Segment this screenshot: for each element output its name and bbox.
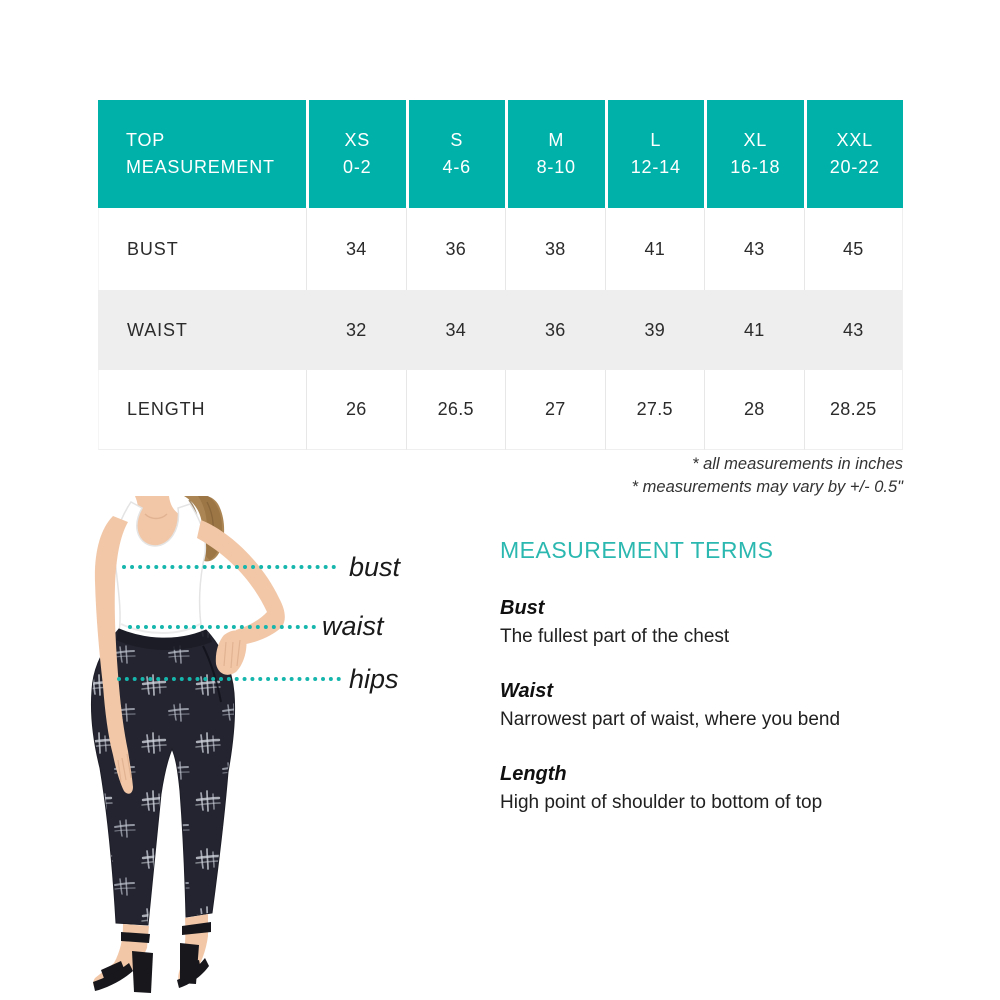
cell-bust-s: 36 bbox=[406, 208, 506, 290]
term-def-bust: The fullest part of the chest bbox=[500, 626, 730, 647]
bust-label: bust bbox=[349, 552, 401, 582]
header-cell-top-measurement bbox=[98, 100, 306, 208]
cell-waist-l: 39 bbox=[605, 290, 705, 370]
header-cell-xxl: XXL 20-22 bbox=[804, 100, 904, 208]
bust-dotted-line bbox=[122, 565, 336, 569]
cell-bust-xl: 43 bbox=[704, 208, 804, 290]
cell-waist-xxl: 43 bbox=[804, 290, 904, 370]
sandals bbox=[93, 922, 211, 993]
measurement-terms-section bbox=[500, 537, 930, 846]
table-row-waist bbox=[98, 290, 903, 370]
term-name-waist: Waist bbox=[500, 680, 553, 702]
header-line-measurement: MEASUREMENT bbox=[126, 157, 275, 177]
waist-dotted-line bbox=[128, 625, 316, 629]
note-variance: * measurements may vary by +/- 0.5" bbox=[631, 478, 903, 496]
cell-bust-m: 38 bbox=[505, 208, 605, 290]
hips-label: hips bbox=[349, 664, 399, 694]
cell-waist-xs: 32 bbox=[306, 290, 406, 370]
header-cell-m: M 8-10 bbox=[505, 100, 605, 208]
model-photo bbox=[85, 496, 317, 1000]
cell-length-xl: 28 bbox=[704, 370, 804, 450]
term-name-bust: Bust bbox=[500, 597, 545, 619]
cell-waist-xl: 41 bbox=[704, 290, 804, 370]
header-line-top: TOP bbox=[126, 130, 166, 150]
cell-length-m: 27 bbox=[505, 370, 605, 450]
terms-heading: MEASUREMENT TERMS bbox=[500, 537, 774, 563]
term-def-length: High point of shoulder to bottom of top bbox=[500, 792, 823, 813]
cell-length-s: 26.5 bbox=[406, 370, 506, 450]
header-cell-l: L 12-14 bbox=[605, 100, 705, 208]
cell-waist-s: 34 bbox=[406, 290, 506, 370]
row-label-length: LENGTH bbox=[98, 370, 306, 450]
term-group-waist bbox=[500, 680, 930, 732]
cell-waist-m: 36 bbox=[505, 290, 605, 370]
size-chart-table bbox=[98, 100, 903, 450]
row-label-waist: WAIST bbox=[98, 290, 306, 370]
term-group-bust bbox=[500, 597, 930, 649]
cell-length-l: 27.5 bbox=[605, 370, 705, 450]
table-row-length bbox=[98, 370, 903, 450]
header-cell-xl: XL 16-18 bbox=[704, 100, 804, 208]
cell-bust-l: 41 bbox=[605, 208, 705, 290]
header-cell-xs: XS 0-2 bbox=[306, 100, 406, 208]
term-def-waist: Narrowest part of waist, where you bend bbox=[500, 709, 841, 730]
term-name-length: Length bbox=[500, 763, 567, 785]
term-group-length bbox=[500, 763, 930, 815]
hips-dotted-line bbox=[117, 677, 341, 681]
header-cell-s: S 4-6 bbox=[406, 100, 506, 208]
row-label-bust: BUST bbox=[98, 208, 306, 290]
cell-length-xxl: 28.25 bbox=[804, 370, 904, 450]
size-chart-header-row bbox=[98, 100, 903, 208]
table-row-bust bbox=[98, 208, 903, 290]
cell-bust-xxl: 45 bbox=[804, 208, 904, 290]
measurement-notes bbox=[500, 453, 903, 499]
waist-label: waist bbox=[322, 611, 384, 641]
note-inches: * all measurements in inches bbox=[692, 455, 903, 473]
cell-bust-xs: 34 bbox=[306, 208, 406, 290]
cell-length-xs: 26 bbox=[306, 370, 406, 450]
